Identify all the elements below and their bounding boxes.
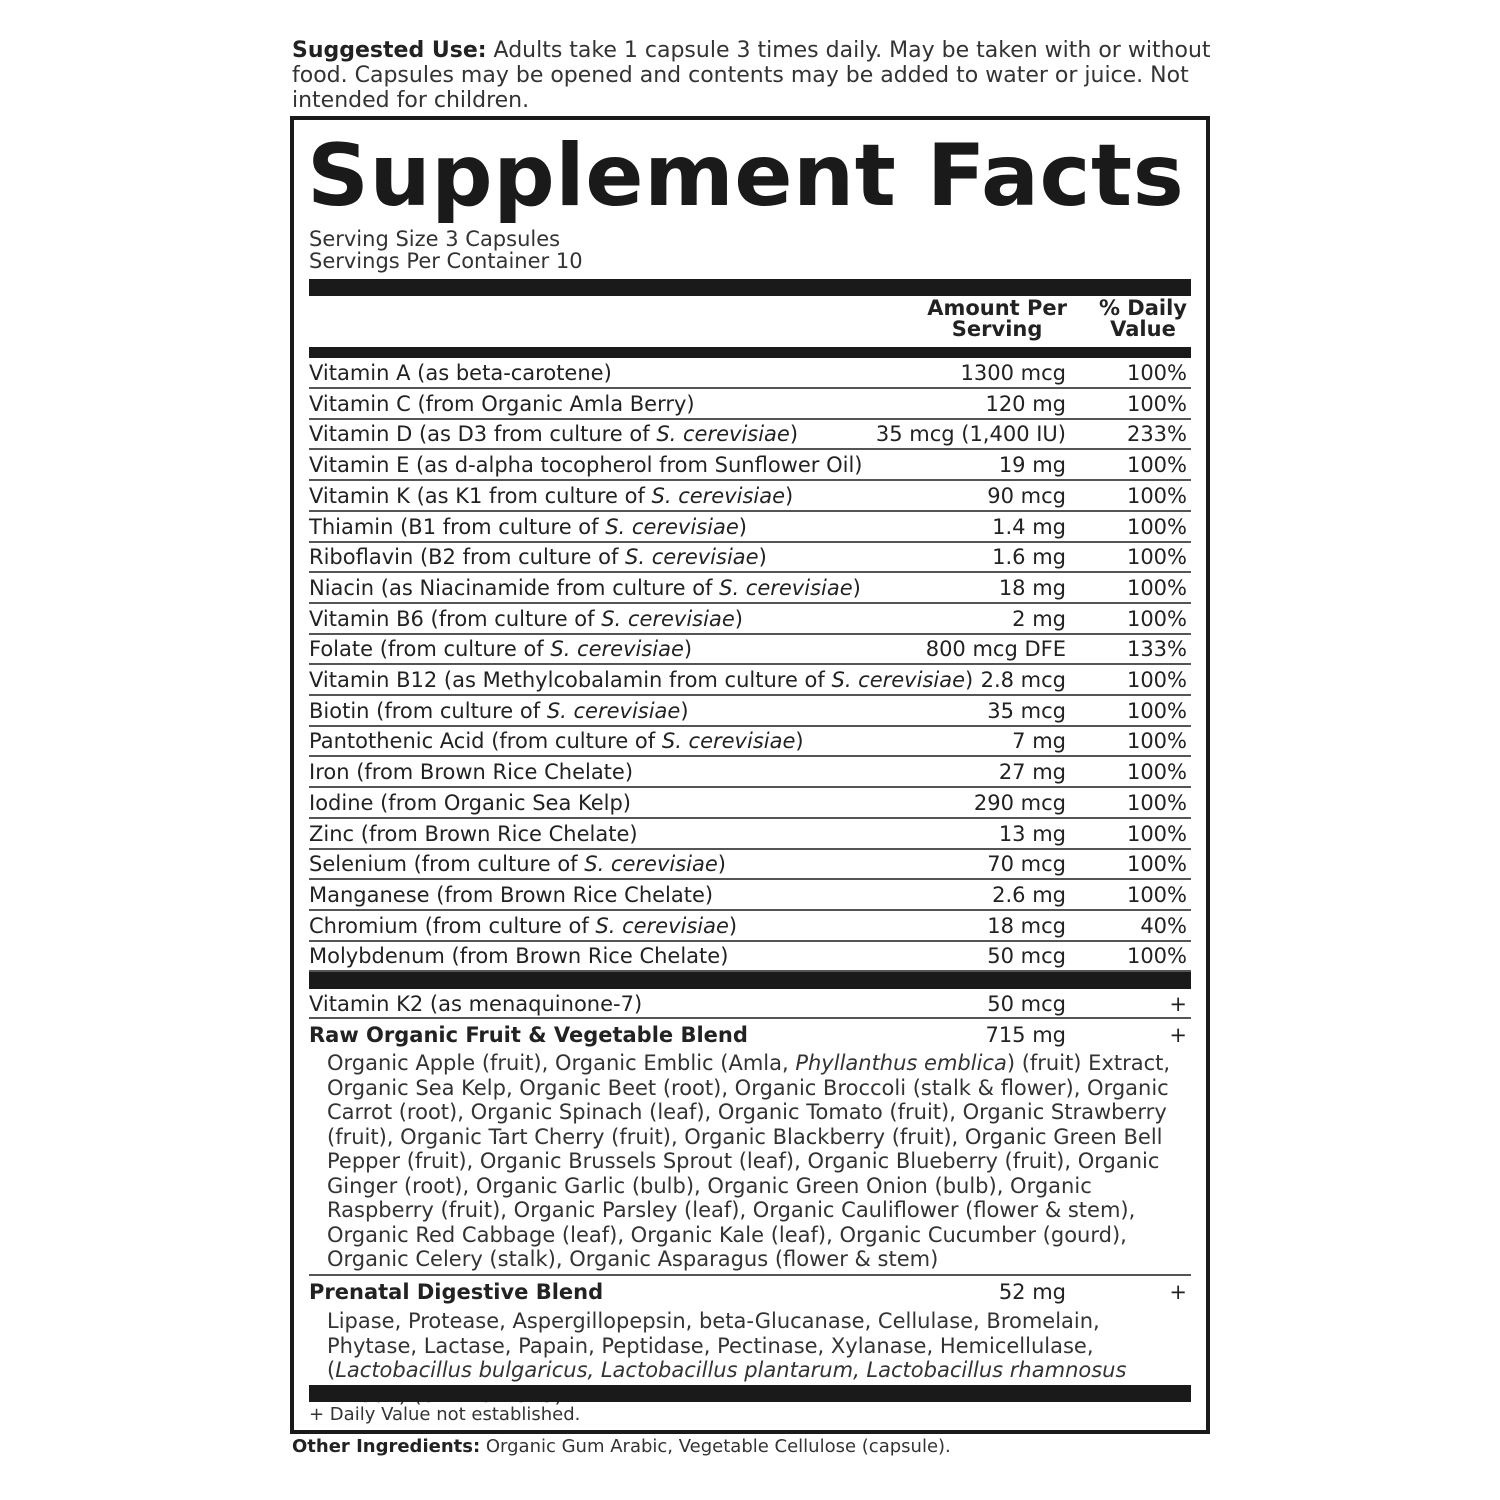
- nutrient-amount: 290 mcg: [973, 790, 1066, 815]
- nutrient-name-text: Chromium (from culture of: [309, 913, 596, 938]
- nutrient-name-close: ): [852, 575, 861, 600]
- nutrient-name-text: Vitamin B6 (from culture of: [309, 606, 602, 631]
- nutrient-source-organism: S. cerevisiae: [601, 606, 735, 631]
- nutrient-name: Vitamin K2 (as menaquinone-7): [309, 992, 643, 1016]
- nutrient-amount: 35 mcg: [987, 698, 1066, 723]
- nutrient-amount: 70 mcg: [987, 852, 1066, 877]
- divider-bar: [309, 279, 1191, 296]
- nutrient-name: [309, 696, 689, 726]
- nutrient-row: [309, 358, 1191, 389]
- nutrient-dv: 100%: [1126, 453, 1187, 478]
- nutrient-row: [309, 634, 1191, 665]
- nutrient-row: [309, 849, 1191, 880]
- suggested-use-label: Suggested Use:: [292, 38, 487, 63]
- nutrient-dv: 100%: [1126, 606, 1187, 631]
- nutrient-amount: 1.4 mg: [992, 514, 1066, 539]
- nutrient-name: [309, 512, 747, 542]
- servings-per-container: Servings Per Container 10: [309, 249, 583, 273]
- nutrient-source-organism: S. cerevisiae: [651, 483, 786, 508]
- nutrient-name-text: Vitamin D (as D3 from culture of: [309, 422, 657, 447]
- serving-size: Serving Size 3 Capsules: [309, 227, 561, 251]
- nutrient-amount: 18 mcg: [987, 913, 1066, 938]
- column-header: [309, 298, 1191, 348]
- nutrient-dv: 100%: [1126, 790, 1187, 815]
- nutrient-amount: 2.6 mg: [992, 882, 1066, 907]
- nutrient-name-close: ): [680, 698, 689, 723]
- nutrient-row: [309, 512, 1191, 543]
- panel-title: Supplement Facts: [307, 126, 1185, 226]
- nutrient-name-text: Manganese (from Brown Rice Chelate): [309, 882, 714, 907]
- nutrient-name: [309, 450, 862, 480]
- nutrient-name: [309, 573, 861, 603]
- blend-amount: 715 mg: [985, 1023, 1066, 1047]
- nutrient-amount: 50 mcg: [987, 944, 1066, 969]
- nutrient-name-text: Vitamin E (as d-alpha tocopherol from Sunflower Oil): [309, 453, 863, 478]
- nutrient-name-close: ): [717, 852, 726, 877]
- amount-header-line2: Serving: [951, 317, 1043, 341]
- nutrient-name-close: ): [683, 637, 693, 662]
- nutrient-name-close: ): [734, 606, 743, 631]
- nutrient-name: [309, 481, 793, 511]
- nutrient-name: [309, 757, 633, 787]
- nutrient-dv: 100%: [1126, 483, 1187, 508]
- nutrient-name: [309, 634, 692, 664]
- divider-bar: [309, 1385, 1191, 1402]
- nutrient-row: [309, 726, 1191, 757]
- nutrient-amount: 2 mg: [1012, 606, 1066, 631]
- amount-header-line1: Amount Per: [927, 296, 1067, 320]
- nutrient-source-organism: S. cerevisiae: [550, 637, 684, 662]
- nutrient-row: [309, 542, 1191, 573]
- nutrient-dv: 40%: [1140, 913, 1187, 938]
- divider-line: [309, 1274, 1191, 1276]
- nutrient-name: [309, 849, 726, 879]
- daily-value-header: [1099, 298, 1187, 340]
- nutrient-dv: 100%: [1126, 698, 1187, 723]
- supplement-facts-panel: [290, 116, 1210, 1434]
- blend-name: Raw Organic Fruit & Vegetable Blend: [309, 1023, 748, 1047]
- nutrient-name: [309, 880, 713, 910]
- nutrient-row: [309, 604, 1191, 635]
- nutrient-amount: 120 mg: [985, 391, 1066, 416]
- other-ingredients: [292, 1436, 951, 1457]
- footnote: + Daily Value not established.: [309, 1404, 581, 1425]
- nutrient-name-text: Vitamin C (from Organic Amla Berry): [309, 391, 695, 416]
- nutrient-dv: 100%: [1126, 668, 1187, 692]
- amount-header: [927, 298, 1067, 340]
- nutrient-source-organism: S. cerevisiae: [584, 852, 718, 877]
- nutrient-row: [309, 419, 1191, 450]
- nutrient-dv: 100%: [1126, 760, 1187, 785]
- nutrient-name-text: Zinc (from Brown Rice Chelate): [309, 821, 638, 846]
- blend-text: Organic Apple (fruit), Organic Emblic (Amla,: [327, 1051, 796, 1075]
- nutrient-name: [309, 604, 743, 634]
- nutrient-name-text: Folate (from culture of: [309, 637, 551, 662]
- blend-row-fruit-vegetable: [309, 1020, 1191, 1050]
- nutrient-name-text: Vitamin K (as K1 from culture of: [309, 483, 652, 508]
- nutrient-amount: 1300 mcg: [960, 361, 1066, 385]
- nutrient-dv: +: [1169, 992, 1187, 1016]
- nutrient-source-organism: S. cerevisiae: [595, 913, 729, 938]
- nutrient-dv: 100%: [1126, 514, 1187, 539]
- nutrient-dv: 100%: [1126, 575, 1187, 600]
- nutrient-dv: 100%: [1126, 391, 1187, 416]
- nutrient-row: [309, 819, 1191, 850]
- blend-name: Prenatal Digestive Blend: [309, 1280, 604, 1304]
- serving-info: [309, 228, 583, 272]
- divider-bar: [309, 972, 1191, 989]
- nutrient-row: [309, 450, 1191, 481]
- nutrient-row: [309, 665, 1191, 696]
- nutrient-amount: 800 mcg DFE: [925, 637, 1066, 662]
- suggested-use-text: Adults take 1 capsule 3 times daily. May be taken with or without food. Capsules may be opened and contents may be added to water or juice. Not intended for children.: [292, 38, 1211, 113]
- nutrient-row: [309, 696, 1191, 727]
- nutrient-name: [309, 358, 612, 388]
- nutrient-amount: 1.6 mg: [992, 545, 1066, 570]
- blend-dv: +: [1169, 1280, 1187, 1304]
- nutrient-name: [309, 389, 695, 419]
- nutrient-row: [309, 941, 1191, 972]
- blend-text: ) (fruit) Extract, Organic Sea Kelp, Organic Beet (root), Organic Broccoli (stalk & flower), Organic Carrot (root), Organic Spinach (leaf), Organic Tomato (fruit), Organic Strawberry (fruit), Organic Tart Cherry (fruit), Organic Blackberry (fruit), Organic Green Bell Pepper (fruit), Organic Brussels Sprout (leaf), Organic Blueberry (fruit), Organic Ginger (root), Organic Garlic (bulb), Organic Green Onion (bulb), Organic Raspberry (fruit), Organic Parsley (leaf), Organic Cauliflower (flower & stem), Organic Red Cabbage (leaf), Organic Kale (leaf), Organic Cucumber (gourd), Organic Celery (stalk), Organic Asparagus (flower & stem): [327, 1051, 1171, 1271]
- nutrient-source-organism: S. cerevisiae: [656, 422, 790, 447]
- nutrient-name-text: Vitamin B12 (as Methylcobalamin from culture of: [309, 668, 832, 692]
- blend-row-digestive: [309, 1277, 1191, 1307]
- nutrient-dv: 100%: [1126, 944, 1187, 969]
- nutrient-row: [309, 788, 1191, 819]
- blend-text-italic: Lactobacillus bulgaricus, Lactobacillus plantarum, Lactobacillus rhamnosus: [335, 1358, 1127, 1382]
- nutrient-name-close: ): [738, 514, 747, 539]
- nutrient-name-text: Iodine (from Organic Sea Kelp): [309, 790, 632, 815]
- nutrient-name-close: ): [795, 729, 804, 754]
- blend-dv: +: [1169, 1023, 1187, 1047]
- nutrient-row: [309, 573, 1191, 604]
- nutrient-dv: 100%: [1126, 361, 1187, 385]
- nutrient-dv: 233%: [1126, 422, 1187, 447]
- nutrient-name-text: Biotin (from culture of: [309, 698, 547, 723]
- nutrient-name: [309, 788, 631, 818]
- nutrient-dv: 100%: [1126, 729, 1187, 754]
- nutrient-row: [309, 757, 1191, 788]
- blend-ingredients-fruit-vegetable: [327, 1051, 1187, 1272]
- nutrient-name: [309, 941, 728, 971]
- nutrient-row: [309, 481, 1191, 512]
- nutrient-source-organism: S. cerevisiae: [831, 668, 966, 692]
- nutrient-amount: 35 mcg (1,400 IU): [875, 422, 1066, 447]
- dv-header-line1: % Daily: [1098, 296, 1187, 320]
- dv-header-line2: Value: [1110, 317, 1176, 341]
- other-ingredients-text: Organic Gum Arabic, Vegetable Cellulose (capsule).: [480, 1436, 951, 1457]
- blend-text: Lipase, Protease, Aspergillopepsin, beta-Glucanase, Cellulase, Bromelain, Phytase, Lactase, Papain, Peptidase, Pectinase, Xylanase, Hemicellulase, (: [327, 1309, 1100, 1382]
- nutrient-name-text: Iron (from Brown Rice Chelate): [309, 760, 634, 785]
- blend-text-italic: Phyllanthus emblica: [795, 1051, 1007, 1075]
- nutrient-dv: 100%: [1126, 545, 1187, 570]
- nutrient-name-text: Vitamin A (as beta-carotene): [309, 361, 612, 385]
- nutrient-name: [309, 726, 804, 756]
- divider-bar: [309, 347, 1191, 358]
- nutrient-name-text: Selenium (from culture of: [309, 852, 585, 877]
- nutrient-row: [309, 880, 1191, 911]
- nutrient-source-organism: S. cerevisiae: [546, 698, 681, 723]
- nutrient-amount: 27 mg: [998, 760, 1066, 785]
- other-ingredients-label: Other Ingredients:: [292, 1436, 481, 1457]
- nutrient-amount: 7 mg: [1012, 729, 1066, 754]
- nutrient-row-k2: [309, 989, 1191, 1019]
- nutrient-name-close: ): [785, 483, 794, 508]
- nutrient-name-text: Pantothenic Acid (from culture of: [309, 729, 662, 754]
- nutrient-name: [309, 419, 798, 449]
- nutrient-dv: 100%: [1126, 821, 1187, 846]
- nutrient-name-text: Thiamin (B1 from culture of: [309, 514, 606, 539]
- nutrient-name: [309, 542, 767, 572]
- nutrient-amount: 50 mcg: [987, 992, 1066, 1016]
- blend-amount: 52 mg: [998, 1280, 1066, 1304]
- nutrient-source-organism: S. cerevisiae: [605, 514, 739, 539]
- nutrient-amount: 13 mg: [998, 821, 1066, 846]
- nutrient-amount: 90 mcg: [987, 483, 1066, 508]
- nutrient-name-close: ): [728, 913, 738, 938]
- nutrient-dv: 100%: [1126, 852, 1187, 877]
- nutrient-amount: 18 mg: [998, 575, 1066, 600]
- nutrient-source-organism: S. cerevisiae: [719, 575, 853, 600]
- nutrient-name: [309, 911, 737, 941]
- nutrient-name: [309, 665, 973, 695]
- nutrient-amount: 2.8 mcg: [980, 668, 1066, 692]
- nutrient-row: [309, 389, 1191, 420]
- nutrient-amount: 19 mg: [998, 453, 1066, 478]
- nutrient-name-close: ): [965, 668, 974, 692]
- nutrient-row: [309, 911, 1191, 942]
- nutrient-name: [309, 819, 638, 849]
- nutrient-source-organism: S. cerevisiae: [625, 545, 759, 570]
- nutrient-source-organism: S. cerevisiae: [661, 729, 796, 754]
- nutrient-name-close: ): [789, 422, 799, 447]
- suggested-use: [292, 38, 1222, 113]
- nutrient-dv: 133%: [1126, 637, 1187, 662]
- nutrient-name-close: ): [758, 545, 767, 570]
- nutrient-name-text: Riboflavin (B2 from culture of: [309, 545, 626, 570]
- nutrient-dv: 100%: [1126, 882, 1187, 907]
- nutrient-name-text: Molybdenum (from Brown Rice Chelate): [309, 944, 729, 969]
- nutrient-name-text: Niacin (as Niacinamide from culture of: [309, 575, 720, 600]
